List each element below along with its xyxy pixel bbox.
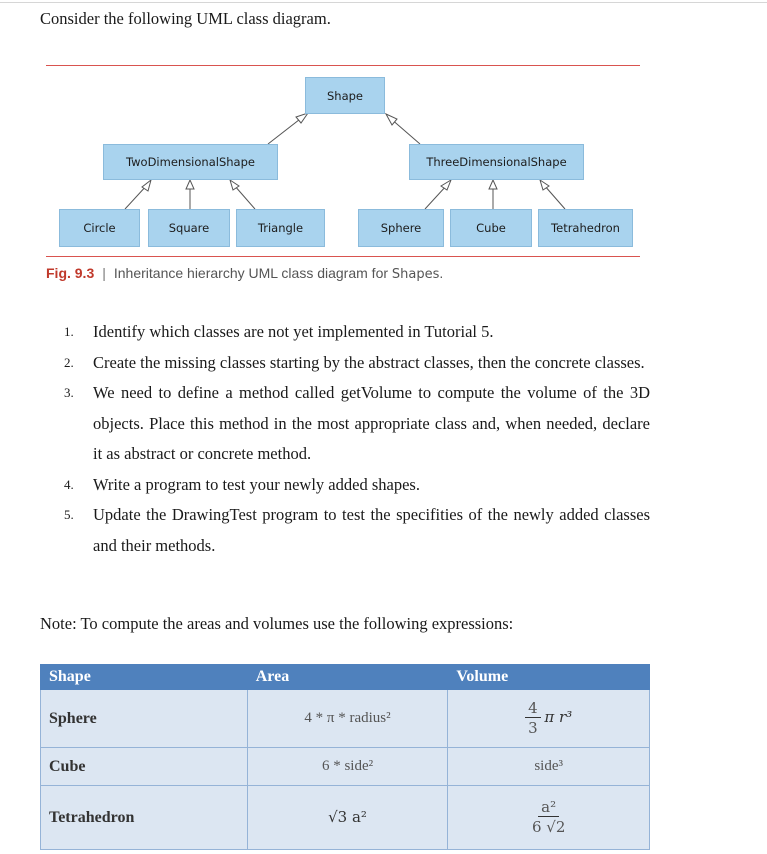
- figure-number: Fig. 9.3: [46, 265, 95, 281]
- formula-table: [40, 664, 650, 850]
- list-number: 4.: [64, 476, 74, 492]
- row-shape-name: Sphere: [41, 690, 248, 748]
- caption-text: Inheritance hierarchy UML class diagram for: [113, 265, 389, 281]
- row-volume: side³: [448, 748, 650, 786]
- row-area: 6 * side²: [247, 748, 448, 786]
- list-text: Identify which classes are not yet implemented in Tutorial 5.: [93, 322, 494, 341]
- list-item: [56, 470, 650, 501]
- list-item: [56, 317, 650, 348]
- header-volume: Volume: [448, 665, 650, 690]
- diagram-bottom-rule: [46, 256, 640, 257]
- class-three-dimensional-shape: ThreeDimensionalShape: [409, 144, 584, 180]
- area-formula: √3 a²: [328, 808, 367, 826]
- list-text: Update the DrawingTest program to test the specifities of the newly added classes and their methods.: [93, 505, 650, 555]
- list-number: 5.: [64, 507, 74, 522]
- row-volume: [448, 786, 650, 850]
- caption-class: Shapes: [391, 267, 440, 282]
- list-item: [56, 500, 650, 561]
- header-shape: Shape: [41, 665, 248, 690]
- row-area: [247, 786, 448, 850]
- fraction-denominator: 3: [528, 719, 538, 737]
- volume-fraction: [525, 699, 541, 738]
- row-shape-name: Tetrahedron: [41, 786, 248, 850]
- class-triangle: Triangle: [236, 209, 325, 247]
- fraction-numerator: a²: [538, 798, 559, 817]
- class-two-dimensional-shape: TwoDimensionalShape: [103, 144, 278, 180]
- fraction-denominator: 6 √2: [531, 818, 566, 836]
- class-square: Square: [148, 209, 230, 247]
- list-number: 3.: [64, 385, 74, 400]
- task-list: [56, 317, 650, 561]
- table-row: [41, 690, 650, 748]
- class-circle: Circle: [59, 209, 140, 247]
- table-row: [41, 748, 650, 786]
- list-text: Write a program to test your newly added shapes.: [93, 474, 420, 494]
- class-shape: Shape: [305, 77, 385, 114]
- list-item: [56, 348, 650, 379]
- fraction-numerator: 4: [525, 699, 541, 718]
- row-shape-name: Cube: [41, 748, 248, 786]
- list-item: [56, 378, 650, 470]
- list-number: 2.: [64, 354, 74, 370]
- intro-text: Consider the following UML class diagram.: [40, 9, 331, 28]
- list-number: 1.: [64, 324, 74, 339]
- caption-end: .: [439, 265, 444, 281]
- row-volume: [448, 690, 650, 748]
- note-text: Note: To compute the areas and volumes use the following expressions:: [40, 614, 514, 633]
- volume-fraction: [529, 798, 568, 837]
- volume-rest: π r³: [544, 707, 573, 726]
- class-cube: Cube: [450, 209, 532, 247]
- list-text: We need to define a method called getVolume to compute the volume of the 3D objects. Place this method in the most appropriate class and, when needed, declare it as abstract or concrete method.: [93, 383, 650, 463]
- figure-caption: [46, 265, 443, 282]
- table-row: [41, 786, 650, 850]
- caption-separator: |: [102, 265, 106, 281]
- header-area: Area: [247, 665, 448, 690]
- list-text: Create the missing classes starting by the abstract classes, then the concrete classes.: [93, 352, 645, 372]
- row-area: 4 * π * radius²: [247, 690, 448, 748]
- class-tetrahedron: Tetrahedron: [538, 209, 633, 247]
- class-sphere: Sphere: [358, 209, 444, 247]
- table-header-row: [41, 665, 650, 690]
